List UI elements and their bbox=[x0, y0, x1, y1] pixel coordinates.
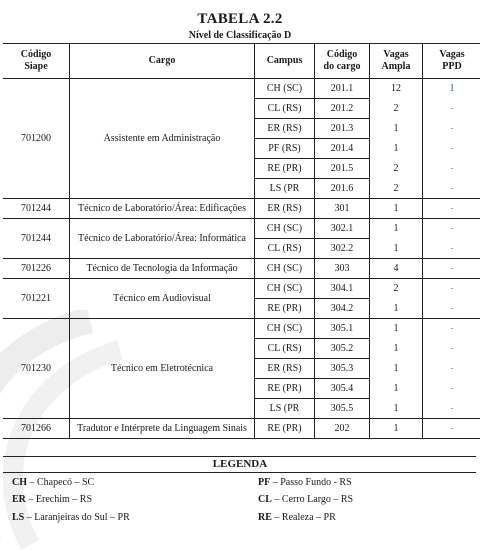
cell-codigo-siape: 701230 bbox=[3, 319, 70, 419]
legend-abbr: CH bbox=[12, 477, 27, 488]
cell-codigo-siape: 701221 bbox=[3, 279, 70, 319]
cell-codigo-cargo: 302.1 bbox=[315, 219, 370, 239]
legend-text: – Cerro Largo – RS bbox=[274, 494, 353, 505]
header-vagas-ppd: Vagas PPD bbox=[423, 44, 480, 79]
cell-vagas-ppd: - bbox=[423, 219, 480, 239]
cell-vagas-ampla: 2 bbox=[370, 99, 423, 119]
cell-codigo-cargo: 201.2 bbox=[315, 99, 370, 119]
cell-vagas-ppd: - bbox=[423, 339, 480, 359]
cell-vagas-ppd: - bbox=[423, 259, 480, 279]
table-row bbox=[3, 259, 480, 279]
cell-campus: CH (SC) bbox=[255, 219, 315, 239]
legend-text: – Chapecó – SC bbox=[30, 477, 95, 488]
cell-campus: PF (RS) bbox=[255, 139, 315, 159]
legend-item bbox=[258, 512, 336, 523]
cell-codigo-siape: 701200 bbox=[3, 79, 70, 199]
cell-vagas-ampla: 2 bbox=[370, 179, 423, 199]
cell-vagas-ampla: 1 bbox=[370, 219, 423, 239]
legend-text: – Passo Fundo - RS bbox=[273, 477, 352, 488]
header-codigo-cargo: Código do cargo bbox=[315, 44, 370, 79]
cell-campus: RE (PR) bbox=[255, 299, 315, 319]
legend-item bbox=[12, 477, 94, 488]
cell-cargo: Técnico de Laboratório/Área: Informática bbox=[70, 219, 255, 259]
cell-vagas-ampla: 1 bbox=[370, 339, 423, 359]
cell-codigo-cargo: 301 bbox=[315, 199, 370, 219]
cell-cargo: Tradutor e Intérprete da Linguagem Sinais bbox=[70, 419, 255, 439]
cell-codigo-siape: 701244 bbox=[3, 199, 70, 219]
cell-vagas-ppd: - bbox=[423, 399, 480, 419]
cell-codigo-cargo: 305.2 bbox=[315, 339, 370, 359]
cell-vagas-ppd: - bbox=[423, 139, 480, 159]
cell-cargo: Assistente em Administração bbox=[70, 79, 255, 199]
cell-codigo-cargo: 305.1 bbox=[315, 319, 370, 339]
legend-abbr: CL bbox=[258, 494, 272, 505]
cell-vagas-ppd: - bbox=[423, 179, 480, 199]
legend-item bbox=[258, 494, 353, 505]
cell-vagas-ampla: 1 bbox=[370, 379, 423, 399]
cell-campus: CH (SC) bbox=[255, 259, 315, 279]
cell-codigo-siape: 701226 bbox=[3, 259, 70, 279]
cell-vagas-ampla: 2 bbox=[370, 279, 423, 299]
legend-title: LEGENDA bbox=[0, 458, 480, 470]
cell-codigo-cargo: 201.4 bbox=[315, 139, 370, 159]
cell-campus: ER (RS) bbox=[255, 199, 315, 219]
cell-vagas-ampla: 1 bbox=[370, 319, 423, 339]
cell-campus: RE (PR) bbox=[255, 379, 315, 399]
cell-codigo-cargo: 201.6 bbox=[315, 179, 370, 199]
cell-vagas-ampla: 1 bbox=[370, 419, 423, 439]
cell-codigo-cargo: 202 bbox=[315, 419, 370, 439]
cell-campus: RE (PR) bbox=[255, 159, 315, 179]
cell-vagas-ppd: - bbox=[423, 99, 480, 119]
cell-vagas-ppd: 1 bbox=[423, 79, 480, 99]
vacancies-table bbox=[3, 43, 480, 439]
cell-campus: ER (RS) bbox=[255, 119, 315, 139]
cell-codigo-siape: 701266 bbox=[3, 419, 70, 439]
legend-text: – Laranjeiras do Sul – PR bbox=[27, 512, 130, 523]
cell-codigo-cargo: 302.2 bbox=[315, 239, 370, 259]
table-row bbox=[3, 279, 480, 299]
table-row bbox=[3, 199, 480, 219]
header-row bbox=[3, 44, 480, 79]
table-row bbox=[3, 419, 480, 439]
cell-vagas-ppd: - bbox=[423, 159, 480, 179]
legend-text: – Erechim – RS bbox=[28, 494, 92, 505]
cell-campus: LS (PR bbox=[255, 399, 315, 419]
cell-campus: CL (RS) bbox=[255, 239, 315, 259]
cell-vagas-ampla: 2 bbox=[370, 159, 423, 179]
header-codigo-siape: Código Siape bbox=[3, 44, 70, 79]
cell-cargo: Técnico de Tecnologia da Informação bbox=[70, 259, 255, 279]
legend-abbr: ER bbox=[12, 494, 26, 505]
table-row bbox=[3, 219, 480, 239]
cell-codigo-cargo: 304.1 bbox=[315, 279, 370, 299]
table-row bbox=[3, 79, 480, 99]
cell-vagas-ppd: - bbox=[423, 419, 480, 439]
cell-vagas-ppd: - bbox=[423, 199, 480, 219]
cell-vagas-ppd: - bbox=[423, 239, 480, 259]
cell-codigo-cargo: 201.5 bbox=[315, 159, 370, 179]
legend-divider bbox=[3, 456, 476, 457]
cell-vagas-ppd: - bbox=[423, 279, 480, 299]
cell-vagas-ppd: - bbox=[423, 379, 480, 399]
cell-codigo-cargo: 201.1 bbox=[315, 79, 370, 99]
cell-codigo-siape: 701244 bbox=[3, 219, 70, 259]
cell-cargo: Técnico em Audiovisual bbox=[70, 279, 255, 319]
cell-campus: RE (PR) bbox=[255, 419, 315, 439]
cell-campus: CH (SC) bbox=[255, 319, 315, 339]
cell-vagas-ampla: 1 bbox=[370, 139, 423, 159]
cell-codigo-cargo: 303 bbox=[315, 259, 370, 279]
table-subtitle: Nível de Classificação D bbox=[0, 30, 480, 41]
cell-campus: CH (SC) bbox=[255, 279, 315, 299]
cell-codigo-cargo: 305.4 bbox=[315, 379, 370, 399]
cell-vagas-ampla: 1 bbox=[370, 119, 423, 139]
legend-abbr: LS bbox=[12, 512, 24, 523]
legend-text: – Realeza – PR bbox=[274, 512, 335, 523]
legend-item bbox=[12, 512, 130, 523]
legend-item bbox=[258, 477, 352, 488]
cell-vagas-ampla: 1 bbox=[370, 299, 423, 319]
legend-divider bbox=[3, 472, 476, 473]
legend-item bbox=[12, 494, 92, 505]
cell-cargo: Técnico de Laboratório/Área: Edificações bbox=[70, 199, 255, 219]
cell-codigo-cargo: 305.5 bbox=[315, 399, 370, 419]
cell-codigo-cargo: 201.3 bbox=[315, 119, 370, 139]
cell-vagas-ampla: 12 bbox=[370, 79, 423, 99]
legend-abbr: PF bbox=[258, 477, 270, 488]
cell-cargo: Técnico em Eletrotécnica bbox=[70, 319, 255, 419]
cell-campus: ER (RS) bbox=[255, 359, 315, 379]
table-title: TABELA 2.2 bbox=[0, 11, 480, 28]
cell-vagas-ppd: - bbox=[423, 119, 480, 139]
header-cargo: Cargo bbox=[70, 44, 255, 79]
cell-campus: CL (RS) bbox=[255, 339, 315, 359]
header-vagas-ampla: Vagas Ampla bbox=[370, 44, 423, 79]
cell-vagas-ppd: - bbox=[423, 299, 480, 319]
cell-campus: CH (SC) bbox=[255, 79, 315, 99]
cell-vagas-ppd: - bbox=[423, 319, 480, 339]
cell-vagas-ampla: 1 bbox=[370, 239, 423, 259]
cell-codigo-cargo: 305.3 bbox=[315, 359, 370, 379]
cell-codigo-cargo: 304.2 bbox=[315, 299, 370, 319]
cell-vagas-ampla: 1 bbox=[370, 399, 423, 419]
cell-campus: CL (RS) bbox=[255, 99, 315, 119]
cell-vagas-ppd: - bbox=[423, 359, 480, 379]
table-body bbox=[3, 79, 480, 439]
cell-vagas-ampla: 1 bbox=[370, 199, 423, 219]
header-campus: Campus bbox=[255, 44, 315, 79]
cell-vagas-ampla: 1 bbox=[370, 359, 423, 379]
cell-vagas-ampla: 4 bbox=[370, 259, 423, 279]
cell-campus: LS (PR bbox=[255, 179, 315, 199]
legend-abbr: RE bbox=[258, 512, 272, 523]
table-row bbox=[3, 319, 480, 339]
